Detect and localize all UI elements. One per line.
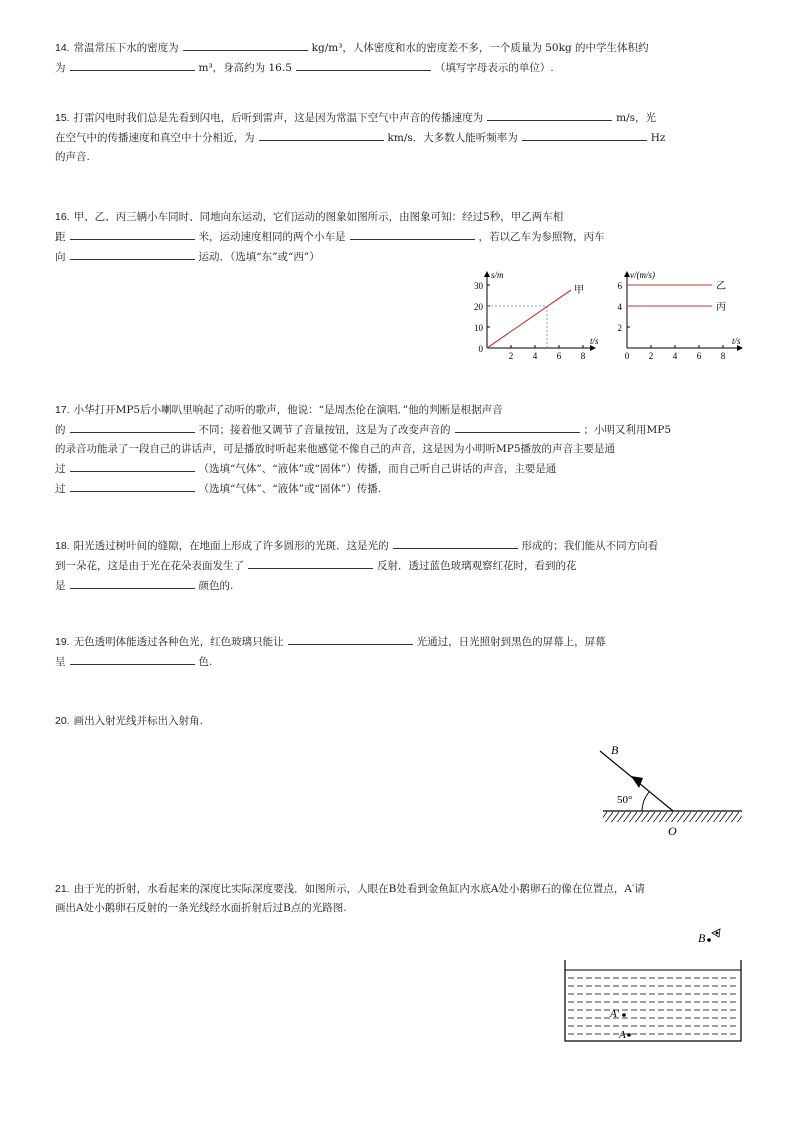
question-14 [55,38,745,78]
question-number: 20. [55,715,70,727]
answer-blank[interactable] [70,459,195,472]
question-number: 18. [55,540,70,552]
tick-label: 4 [617,302,622,312]
question-text: 的声音. [55,151,90,163]
question-text: Hz [650,132,666,144]
question-text: 打雷闪电时我们总是先看到闪电，后听到雷声，这是因为常温下空气中声音的传播速度为 [73,112,484,124]
point-label-b: B [611,743,619,757]
question-text: 画出入射光线并标出入射角. [73,715,203,727]
answer-blank[interactable] [487,108,612,121]
eye-icon [712,929,720,937]
answer-blank[interactable] [70,652,195,665]
st-graph [474,270,599,360]
answer-blank[interactable] [350,227,475,240]
answer-blank[interactable] [522,128,647,141]
tick-label: 20 [474,302,483,312]
question-text: 不同；接着他又调节了音量按钮，这是为了改变声音的 [198,424,451,436]
question-21 [55,880,745,918]
y-axis-label: s/m [491,270,504,280]
x-axis-label: t/s [732,336,741,346]
y-axis-label: v/(m/s) [630,270,655,280]
point-label-b: B [698,931,706,945]
answer-blank[interactable] [70,576,195,589]
answer-blank[interactable] [70,420,195,433]
tick-label: 2 [508,351,514,360]
question-17 [55,401,745,499]
point-b [707,938,711,942]
question-text: 过 [55,463,66,475]
point-label-a-prime: A′ [610,1008,620,1020]
answer-blank[interactable] [455,420,580,433]
question-20 [55,712,745,731]
question-text: 画出A处小鹅卵石反射的一条光线经水面折射后过B点的光路图. [55,902,347,914]
question-number: 17. [55,404,70,416]
question-text: m³，身高约为 16.5 [198,62,292,74]
answer-blank[interactable] [70,479,195,492]
question-text: ，若以乙车为参照物，丙车 [478,231,605,243]
series-label: 甲 [574,285,584,296]
question-text: 色. [198,656,213,668]
question-text: 运动．（选填“东”或“西”） [198,251,320,263]
vt-graph [618,270,743,360]
question-text: 无色透明体能透过各种色光，红色玻璃只能让 [73,636,284,648]
question-text: 距 [55,231,66,243]
mirror-hatching [603,812,742,822]
tick-label: 0 [624,351,630,360]
tick-label: 8 [720,351,726,360]
question-text: （填写字母表示的单位）. [434,62,554,74]
tick-label: 6 [617,281,622,291]
question-text: 呈 [55,656,66,668]
series-label: 乙 [716,281,726,292]
angle-arc [642,792,649,811]
question-text: 由于光的折射，水看起来的深度比实际深度要浅．如图所示，人眼在B处看到金鱼缸内水底A处小鹅卵石的像在位置点，A′请 [73,883,645,895]
question-19 [55,632,745,672]
answer-blank[interactable] [70,58,195,71]
question-text: 在空气中的传播速度和真空中十分相近，为 [55,132,255,144]
question-text: 小华打开MP5后小喇叭里响起了动听的歌声，他说：“是周杰伦在演唱．”他的判断是根据声音 [73,404,503,416]
point-a [627,1033,631,1037]
question-number: 19. [55,636,70,648]
question-18 [55,536,745,596]
tick-label: 2 [617,323,622,333]
question-text: 为 [55,62,66,74]
tick-label: 4 [532,351,538,360]
question-text: km/s．大多数人能听频率为 [387,132,518,144]
question-text: 的 [55,424,66,436]
question-text: 甲、乙、丙三辆小车同时、同地向东运动，它们运动的图象如图所示，由图象可知：经过5秒，甲乙两车相 [73,211,564,223]
arrow-icon [631,776,643,788]
water-lines [568,978,738,1034]
question-text: kg/m³，人体密度和水的密度差不多，一个质量为 50kg 的中学生体积约 [311,42,649,54]
question-number: 14. [55,42,70,54]
tick-label: 6 [556,351,562,360]
series-line-jia [487,290,571,348]
tank-walls [565,960,741,1041]
question-number: 21. [55,883,70,895]
answer-blank[interactable] [259,128,384,141]
question-text: 米，运动速度相同的两个小车是 [198,231,346,243]
tick-label: 30 [474,281,483,291]
point-a-prime [622,1013,626,1017]
question-text: 过 [55,483,66,495]
question-text: 反射．透过蓝色玻璃观察红花时，看到的花 [377,560,577,572]
fish-tank-diagram [558,922,748,1047]
question-number: 15. [55,112,70,124]
question-text: 颜色的. [198,580,234,592]
tick-label: 6 [696,351,702,360]
question-text: （选填“气体”、“液体”或“固体”）传播，而自己听自己讲话的声音，主要是通 [198,463,557,475]
question-text: ；小明又利用MP5 [583,424,671,436]
question-text: 形成的；我们能从不同方向看 [521,540,659,552]
tick-label: 2 [648,351,654,360]
series-label: 丙 [716,302,726,313]
question-text: （选填“气体”、“液体”或“固体”）传播. [198,483,382,495]
x-axis-label: t/s [590,336,599,346]
motion-graphs [460,268,750,360]
answer-blank[interactable] [393,536,518,549]
question-15 [55,108,745,167]
question-text: 常温常压下水的密度为 [73,42,179,54]
tick-label: 0 [478,344,483,354]
question-text: 光通过，日光照射到黑色的屏幕上，屏幕 [416,636,606,648]
question-text: 是 [55,580,66,592]
reflection-diagram [595,732,750,842]
answer-blank[interactable] [70,247,195,260]
tick-label: 8 [580,351,586,360]
answer-blank[interactable] [70,227,195,240]
question-text: 阳光透过树叶间的缝隙，在地面上形成了许多圆形的光斑．这是光的 [73,540,389,552]
answer-blank[interactable] [288,632,413,645]
answer-blank[interactable] [248,556,373,569]
tick-label: 4 [672,351,678,360]
question-text: 到一朵花，这是由于光在花朵表面发生了 [55,560,244,572]
question-16 [55,208,745,267]
point-label-o: O [668,824,677,838]
point-label-a: A [619,1029,626,1041]
answer-blank[interactable] [296,58,431,71]
question-text: m/s，光 [616,112,656,124]
question-number: 16. [55,211,70,223]
question-text: 的录音功能录了一段自己的讲话声，可是播放时听起来他感觉不像自己的声音，这是因为小明听MP5播放的声音主要是通 [55,443,615,455]
tick-label: 10 [474,323,483,333]
answer-blank[interactable] [183,38,308,51]
question-text: 向 [55,251,66,263]
angle-label: 50° [617,794,633,806]
